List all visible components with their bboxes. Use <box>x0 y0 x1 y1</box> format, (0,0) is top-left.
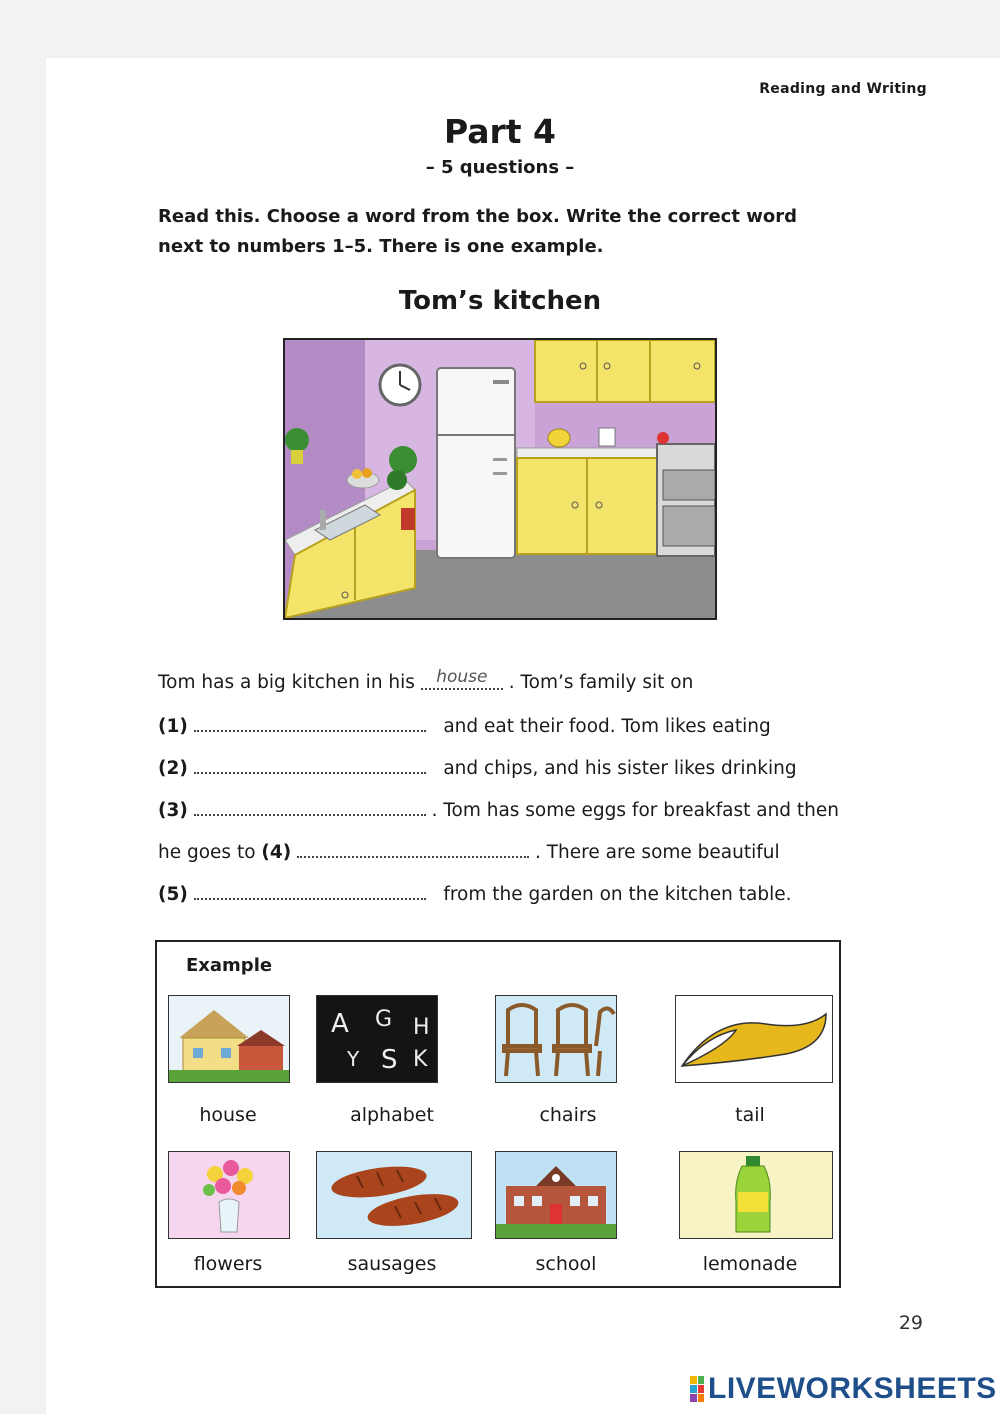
question-number: (3) <box>158 800 188 821</box>
word-flowers: flowers <box>193 1253 263 1275</box>
story-text: from the garden on the kitchen table. <box>443 884 792 905</box>
chairs-image <box>495 995 617 1083</box>
brand-name: LIVEWORKSHEETS <box>708 1372 997 1405</box>
answer-blank-4[interactable] <box>297 840 529 858</box>
logo-square <box>698 1394 705 1402</box>
alphabet-letter: K <box>413 1047 428 1072</box>
logo-square <box>698 1376 705 1384</box>
story-text: . There are some beautiful <box>535 842 780 863</box>
logo-square <box>690 1394 697 1402</box>
word-chairs: chairs <box>539 1104 597 1126</box>
lemonade-image <box>679 1151 833 1239</box>
question-number: (4) <box>261 842 292 863</box>
logo-square <box>690 1385 697 1393</box>
house-image <box>168 995 290 1083</box>
logo-square <box>690 1376 697 1384</box>
alphabet-letter: H <box>413 1015 430 1040</box>
logo-square <box>698 1385 705 1393</box>
question-2 <box>158 756 797 779</box>
alphabet-letter: A <box>331 1009 349 1039</box>
story-line-0 <box>158 667 694 693</box>
page-subtitle: – 5 questions – <box>425 157 575 178</box>
section-header: Reading and Writing <box>759 81 927 97</box>
alphabet-letter: Y <box>347 1047 360 1071</box>
sausages-image <box>316 1151 472 1239</box>
example-answer-blank <box>421 667 503 690</box>
word-lemonade: lemonade <box>702 1253 798 1275</box>
example-answer: house <box>436 667 488 687</box>
answer-blank-5[interactable] <box>194 882 426 900</box>
word-house: house <box>199 1104 257 1126</box>
instructions <box>158 202 848 262</box>
answer-blank-2[interactable] <box>194 756 426 774</box>
instructions-line-2: next to numbers 1–5. There is one example. <box>158 236 604 257</box>
story-text: and chips, and his sister likes drinking <box>443 758 797 779</box>
instructions-line-1: Read this. Choose a word from the box. Write the correct word <box>158 206 797 227</box>
flowers-image <box>168 1151 290 1239</box>
tail-image <box>675 995 833 1083</box>
question-number: (2) <box>158 758 188 779</box>
answer-blank-3[interactable] <box>194 798 426 816</box>
story-text: Tom has a big kitchen in his <box>158 672 415 693</box>
kitchen-illustration <box>283 338 717 620</box>
alphabet-letter: S <box>381 1045 398 1075</box>
word-alphabet: alphabet <box>350 1104 434 1126</box>
story-text: . Tom’s family sit on <box>508 672 694 693</box>
example-label: Example <box>186 955 273 976</box>
question-3 <box>158 798 839 821</box>
question-4 <box>158 840 780 863</box>
word-tail: tail <box>735 1104 765 1126</box>
story-title: Tom’s kitchen <box>398 286 602 316</box>
page-number: 29 <box>898 1312 923 1334</box>
story-text: . Tom has some eggs for breakfast and then <box>431 800 840 821</box>
word-school: school <box>535 1253 597 1275</box>
question-1 <box>158 714 771 737</box>
question-number: (1) <box>158 716 188 737</box>
answer-blank-1[interactable] <box>194 714 426 732</box>
liveworksheets-logo-icon <box>690 1376 704 1402</box>
story-text: he goes to <box>158 842 256 863</box>
alphabet-letter: G <box>375 1007 393 1032</box>
liveworksheets-brand[interactable] <box>690 1374 997 1404</box>
question-number: (5) <box>158 884 188 905</box>
word-sausages: sausages <box>347 1253 437 1275</box>
school-image <box>495 1151 617 1239</box>
question-5 <box>158 882 792 905</box>
page-title: Part 4 <box>443 112 557 151</box>
story-text: and eat their food. Tom likes eating <box>443 716 771 737</box>
kitchen-scene-image <box>285 340 715 618</box>
alphabet-image <box>316 995 438 1083</box>
